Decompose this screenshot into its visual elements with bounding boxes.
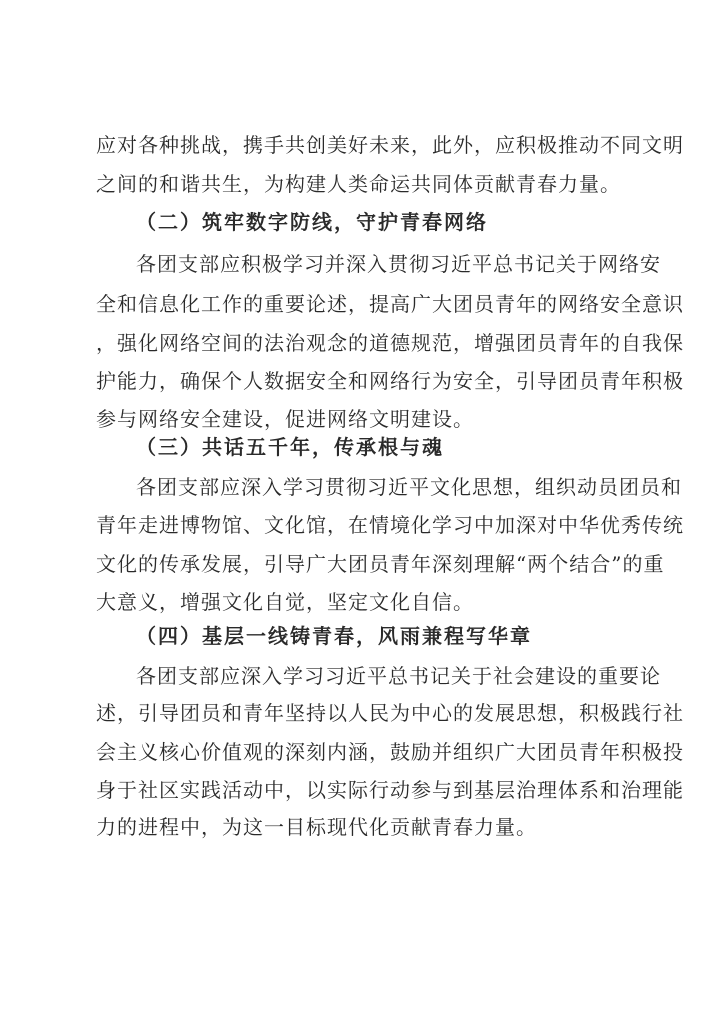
body-text-line: 述，引导团员和青年坚持以人民为中心的发展思想，积极践行社	[96, 701, 684, 725]
body-text-line: 文化的传承发展，引导广大团员青年深刻理解“两个结合”的重	[96, 552, 665, 576]
body-text-line: 应对各种挑战，携手共创美好未来，此外，应积极推动不同文明	[96, 133, 684, 157]
paragraph-first-line: 各团支部应深入学习贯彻习近平文化思想，组织动员团员和	[136, 475, 682, 499]
body-text-line: ，强化网络空间的法治观念的道德规范，增强团员青年的自我保	[96, 331, 684, 355]
body-text-line: 护能力，确保个人数据安全和网络行为安全，引导团员青年积极	[96, 369, 684, 393]
body-text-line: 青年走进博物馆、文化馆，在情境化学习中加深对中华优秀传统	[96, 513, 684, 537]
section-heading: （二）筑牢数字防线，守护青春网络	[136, 210, 488, 234]
body-text-line: 力的进程中，为这一目标现代化贡献青春力量。	[96, 815, 537, 839]
body-text-line: 全和信息化工作的重要论述，提高广大团员青年的网络安全意识	[96, 292, 684, 316]
paragraph-first-line: 各团支部应深入学习习近平总书记关于社会建设的重要论	[136, 664, 661, 688]
body-text-line: 会主义核心价值观的深刻内涵，鼓励并组织广大团员青年积极投	[96, 740, 684, 764]
body-text-line: 身于社区实践活动中，以实际行动参与到基层治理体系和治理能	[96, 778, 684, 802]
paragraph-first-line: 各团支部应积极学习并深入贯彻习近平总书记关于网络安	[136, 252, 661, 276]
body-text-line: 之间的和谐共生，为构建人类命运共同体贡献青春力量。	[96, 172, 621, 196]
section-heading: （四）基层一线铸青春，风雨兼程写华章	[136, 624, 532, 648]
section-heading: （三）共话五千年，传承根与魂	[136, 435, 444, 459]
body-text-line: 大意义，增强文化自觉，坚定文化自信。	[96, 590, 474, 614]
body-text-line: 参与网络安全建设，促进网络文明建设。	[96, 407, 474, 431]
